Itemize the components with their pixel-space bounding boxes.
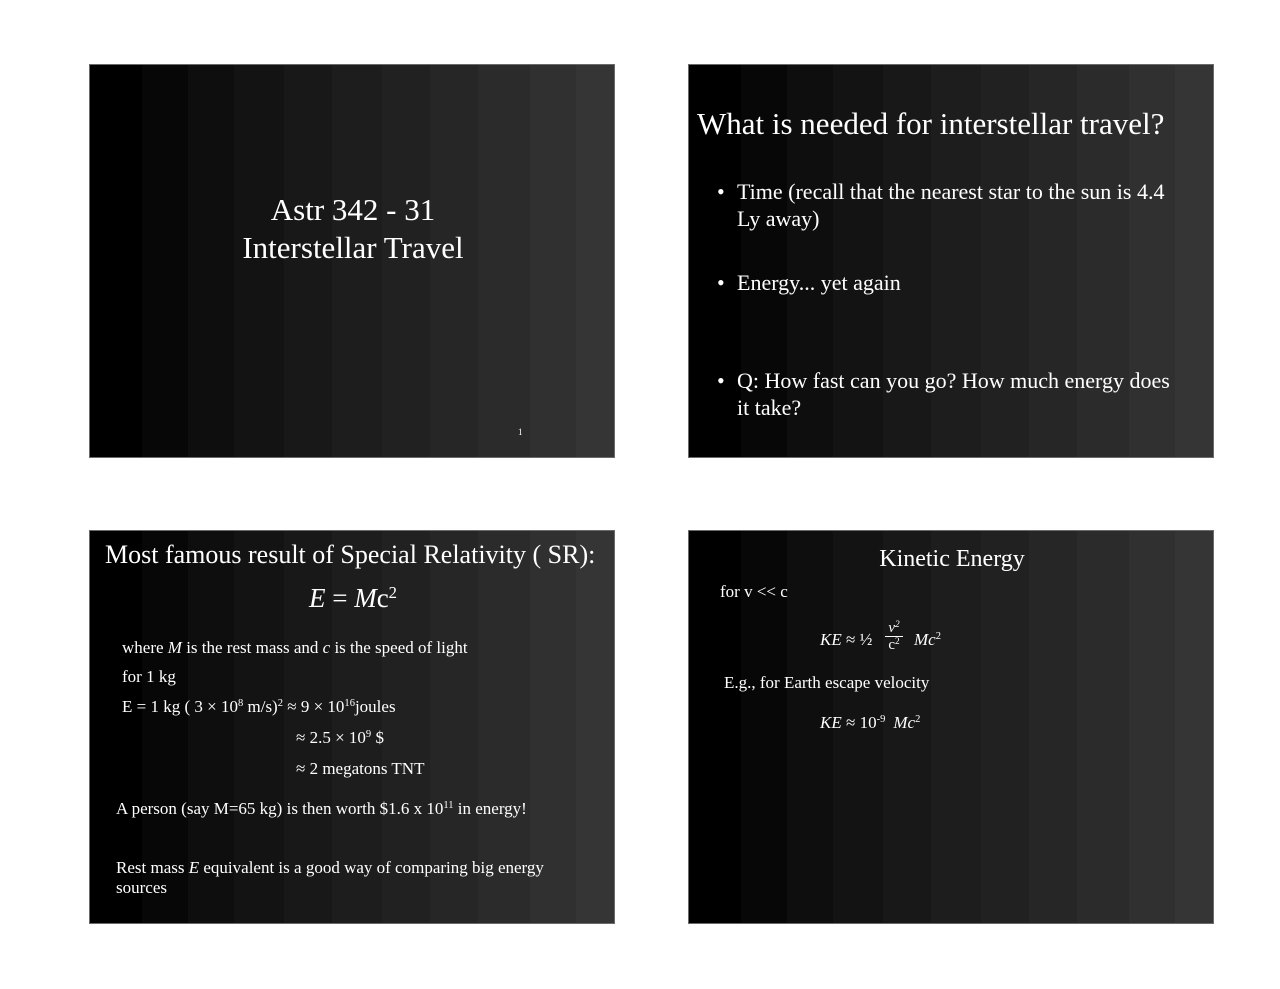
rest-mass-line-2: sources (116, 878, 167, 897)
bullet-item (717, 178, 1187, 232)
dollar-equivalent-line (296, 728, 384, 748)
calc-exp-16: 16 (344, 698, 355, 710)
eq-exponent: 2 (388, 582, 398, 602)
where-M: M (167, 638, 182, 657)
slide-1 (89, 64, 615, 458)
calc-joules: joules (354, 697, 396, 716)
rest-text-1: Rest mass (116, 858, 189, 877)
eq-M: M (354, 583, 377, 613)
fraction-denominator (885, 637, 903, 653)
escape-velocity-equation (820, 713, 920, 733)
example-text: E.g., for Earth escape velocity (724, 673, 930, 692)
where-line (122, 638, 468, 658)
slide-4 (688, 530, 1214, 924)
ke2-c: c (907, 713, 916, 732)
slide-2-title: What is needed for interstellar travel? (697, 106, 1165, 141)
eq-c: c (376, 583, 389, 613)
calc-exp-9: 9 (365, 729, 372, 741)
fraction-denominator-exp: 2 (895, 636, 900, 647)
calc-exp-2: 2 (277, 698, 283, 710)
bullet-marker: • (717, 270, 725, 295)
person-worth-line (116, 799, 527, 819)
calc-dollar: $ (371, 728, 384, 747)
bullet-item (717, 367, 1187, 421)
bullet-text: Energy... yet again (737, 270, 901, 295)
ke-M: M (914, 630, 929, 649)
ke-c-exp: 2 (935, 631, 941, 643)
ke-label: KE (820, 630, 842, 649)
ke2-M: M (893, 713, 908, 732)
bullet-text: Time (recall that the nearest star to the sun is 4.4 Ly away) (737, 179, 1165, 231)
velocity-fraction (885, 621, 903, 653)
fraction-numerator (885, 621, 903, 636)
bullet-marker: • (717, 368, 725, 393)
person-exp: 11 (443, 800, 454, 812)
ke2-c-exp: 2 (915, 714, 921, 726)
where-text-1: where (122, 638, 168, 657)
where-text-3: is the speed of light (330, 638, 468, 657)
rest-text-2: equivalent is a good way of comparing big energy (199, 858, 544, 877)
slide-4-title: Kinetic Energy (879, 546, 1025, 572)
ke2-approx: ≈ 10 (841, 713, 877, 732)
ke-approx-equation (820, 630, 872, 650)
calc-approx-1: ≈ 9 × 10 (283, 697, 345, 716)
bullet-text: Q: How fast can you go? How much energy does it take? (737, 368, 1170, 420)
where-c: c (322, 638, 331, 657)
slide-1-title-line-1: Astr 342 - 31 (270, 192, 436, 227)
person-text-2: in energy! (453, 799, 527, 818)
slide-1-title (90, 191, 615, 267)
slide-1-title-line-2: Interstellar Travel (242, 230, 464, 265)
energy-calc-line (122, 697, 396, 717)
eq-equals: = (325, 583, 355, 613)
slide-3-title: Most famous result of Special Relativity ( SR): (105, 540, 596, 569)
fraction-denominator-c: c (888, 637, 895, 653)
eq-E: E (308, 583, 326, 613)
ke-c: c (928, 630, 936, 649)
page-number: 1 (518, 427, 523, 437)
rest-E: E (188, 858, 200, 877)
calc-exp-8: 8 (237, 698, 244, 710)
for-1kg-line: for 1 kg (122, 667, 176, 686)
slide-2 (688, 64, 1214, 458)
rest-mass-line (116, 858, 544, 878)
calc-lhs: E = 1 kg ( 3 × 10 (122, 697, 238, 716)
bullet-marker: • (717, 179, 725, 204)
calc-units: m/s) (243, 697, 278, 716)
where-text-2: is the rest mass and (181, 638, 323, 657)
fraction-numerator-v: v (888, 620, 895, 636)
ke-mass-term (914, 630, 941, 650)
ke2-exp: -9 (876, 714, 886, 726)
ke-approx-half: ≈ ½ (841, 630, 873, 649)
ke2-label: KE (820, 713, 842, 732)
calc-approx-2: ≈ 2.5 × 10 (296, 728, 366, 747)
slide-3 (89, 530, 615, 924)
tnt-equivalent-line: ≈ 2 megatons TNT (296, 759, 425, 778)
person-text-1: A person (say M=65 kg) is then worth $1.6 x 10 (116, 799, 444, 818)
bullet-item (717, 269, 1187, 296)
mass-energy-equation (90, 583, 615, 614)
condition-text: for v << c (720, 582, 788, 601)
fraction-numerator-exp: 2 (895, 619, 900, 630)
